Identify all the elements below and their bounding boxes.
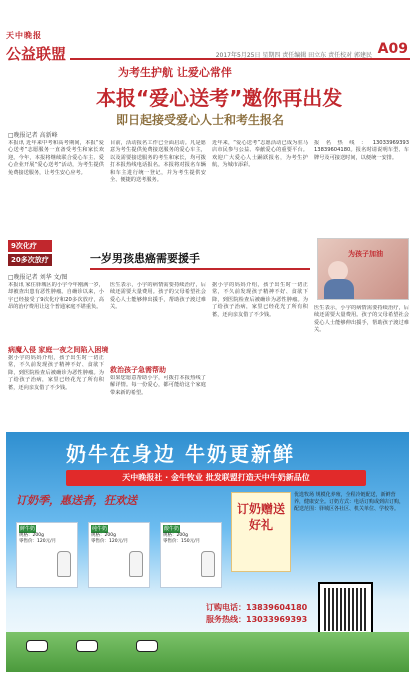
product-price: 零售价：120元/月 [19, 539, 57, 544]
story2-column-5: 据小宇的妈妈介绍，孩子出生时一切正常，不久前发现孩子精神不好、食欲下降，到医院检查后被确诊为恶性肿瘤。为了给孩子治病，家里已经花光了所有积蓄，还向亲友借了不少钱。 [212, 282, 308, 318]
product-spec: 规格：200g [163, 533, 188, 538]
cow-icon [136, 640, 158, 652]
ad-banner: 天中晚报社 · 金牛牧业 批发联盟打造天中牛奶新品位 [66, 470, 366, 486]
lead-kicker: 为考生护航 让爱心常伴 [118, 66, 232, 79]
product-card-pure [88, 522, 150, 588]
child-photo [317, 238, 409, 300]
tag-radio: 20多次放疗 [8, 254, 52, 266]
page-meta: 2017年5月25日 星期四 责任编辑 田立东 责任校对 郭建民 [215, 52, 372, 59]
product-name: 纯牛奶 [92, 526, 108, 532]
lead-column-1: 本报讯 近年来中考和高考期间，本报“爱心送考”志愿服务一直备受考生和家长欢迎。今年，本报将继续联合爱心车主、爱心企业开展“爱心送考”活动，为考生提供免费接送服务，让考生安心应考。 [8, 140, 104, 176]
ad-title: 奶牛在身边 牛奶更新鲜 [66, 442, 295, 466]
product-spec: 规格：200g [19, 533, 44, 538]
lead-column-4: 报名热线：13033969393 13839604180。报名时请说明车型、车牌号及可接送时间，以便统一安排。 [314, 140, 409, 161]
product-price: 零售价：120元/月 [91, 539, 129, 544]
story2-subhead-2: 救治孩子急需帮助 [110, 366, 166, 374]
tag-chemo: 9次化疗 [8, 240, 52, 252]
top-bar [70, 41, 410, 60]
child-body-shape [324, 279, 354, 300]
product-price: 零售价：150元/月 [163, 539, 201, 544]
cow-icon [76, 640, 98, 652]
story2-column-2: 据小宇的妈妈介绍，孩子出生时一切正常，不久前发现孩子精神不好、食欲下降，到医院检查后被确诊为恶性肿瘤。为了给孩子治病，家里已经花光了所有积蓄，还向亲友借了不少钱。 [8, 355, 104, 391]
lead-column-3: 近年来，“爱心送考”志愿活动已成为驻马店市民参与公益、奉献爱心的重要平台。欢迎广大爱心人士踊跃报名，为考生护航，为城市添彩。 [212, 140, 308, 169]
lead-byline: □晚报记者 高新峰 [8, 132, 58, 139]
story2-subhead-1: 病魔入侵 家庭一夜之间陷入困境 [8, 346, 109, 354]
qr-code-icon [318, 582, 373, 637]
product-card-fresh [16, 522, 78, 588]
milk-bottle-icon [57, 551, 71, 577]
cow-icon [26, 640, 48, 652]
story2-column-6: 医生表示，小宇的病情需要持续治疗，后续还需要大量费用。孩子的父母希望社会爱心人士能够伸出援手，帮助孩子渡过难关。 [314, 305, 409, 334]
lead-subhead: 即日起接受爱心人士和考生报名 [116, 113, 285, 127]
paper-name: 天中晚报 [6, 31, 42, 40]
milk-bottle-icon [129, 551, 143, 577]
ad-slogan: 订奶季，惠送者，狂欢送 [16, 494, 137, 507]
product-spec: 规格：200g [91, 533, 116, 538]
ad-info-list: 优选牧场 规模化养殖，全程冷链配送，新鲜营养，健康安全。订奶方式：电话订购或到店订购，配送范围：驿城区各社区、机关单位、学校等。 [294, 492, 405, 512]
paper-logo [6, 30, 66, 82]
child-head-shape [328, 261, 348, 281]
promo-box: 订奶赠送好礼 [231, 492, 291, 572]
product-name: 酸牛奶 [164, 526, 180, 532]
story2-column-3: 医生表示，小宇的病情需要持续治疗，后续还需要大量费用。孩子的父母希望社会爱心人士能够伸出援手，帮助孩子渡过难关。 [110, 282, 206, 311]
hotline-service: 服务热线：13033969393 [206, 615, 308, 624]
product-name: 鲜牛奶 [20, 526, 36, 532]
hotline-order: 订购电话：13839604180 [206, 603, 308, 612]
lead-headline: 本报“爱心送考”邀你再出发 [96, 86, 343, 110]
story2-column-4: 如果您愿意帮助小宇，可拨打本报热线了解详情。每一份爱心，都可能给这个家庭带来新的希望。 [110, 375, 206, 396]
ad-hotlines [206, 602, 307, 626]
story2-byline: □晚报记者 刘华 文/图 [8, 274, 68, 281]
story2-column-1: 本报讯 家住驿城区的小宇今年刚满一岁，却被查出患有恶性肿瘤。自确诊以来，小宇已经接受了9次化疗和20多次放疗，高昂的治疗费用让这个普通家庭不堪重负。 [8, 282, 104, 311]
story2-title: 一岁男孩患癌需要援手 [90, 250, 310, 270]
photo-caption: 为孩子加油 [348, 250, 383, 258]
milk-bottle-icon [201, 551, 215, 577]
product-card-yogurt [160, 522, 222, 588]
story2-tags [8, 240, 52, 266]
lead-column-2: 目前，活动报名工作已全面启动。凡是愿意为考生提供免费接送服务的爱心车主，以及需要接送服务的考生和家长，均可拨打本报热线电话报名。本报将对报名车辆和车主进行统一登记，并为考生提供安全、便捷的送考服务。 [110, 140, 206, 184]
milk-advertisement [6, 432, 409, 672]
page-number: A09 [377, 41, 408, 57]
grass-field [6, 632, 409, 672]
section-name: 公益联盟 [6, 45, 67, 63]
